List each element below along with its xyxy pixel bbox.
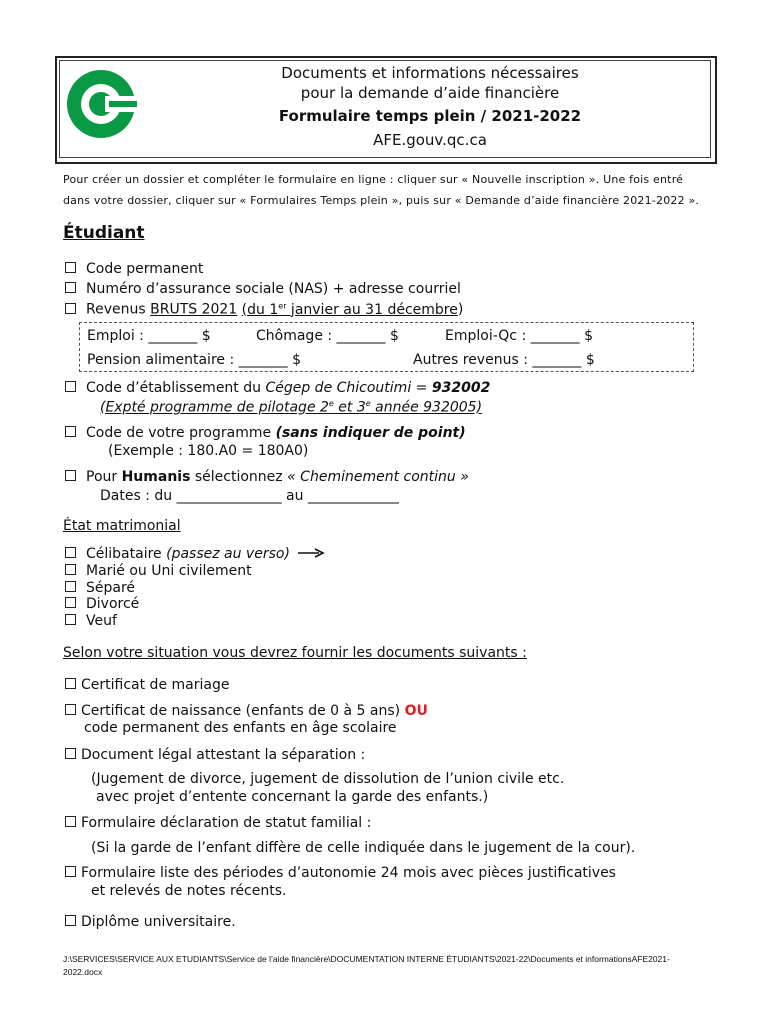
checkbox[interactable]: [65, 597, 76, 608]
checkbox[interactable]: [65, 581, 76, 592]
item-label: Certificat de mariage: [81, 677, 230, 693]
list-item: [65, 613, 117, 629]
arrow-right-icon: [297, 547, 325, 559]
checkbox[interactable]: [65, 282, 76, 293]
item-label-period: (du 1er janvier au 31 décembre: [241, 301, 458, 318]
list-item: [65, 747, 365, 763]
list-item: [65, 815, 371, 831]
item-detail: (Jugement de divorce, jugement de dissolution de l’union civile etc.: [91, 771, 565, 787]
item-detail: avec projet d’entente concernant la garde des enfants.): [96, 789, 489, 805]
cegep-logo-icon: [65, 68, 137, 140]
footer-path-line1: J:\SERVICES\SERVICE AUX ETUDIANTS\Service de l’aide financière\DOCUMENTATION INTERNE ÉTUDIANTS\2021-22\Documents et informationsAFE2021-: [63, 954, 670, 964]
list-item: [65, 380, 490, 396]
item-label: Célibataire: [86, 546, 162, 562]
item-label: Formulaire déclaration de statut familial :: [81, 815, 372, 831]
footer-path-line2: 2022.docx: [63, 967, 103, 977]
item-continuation: code permanent des enfants en âge scolaire: [84, 720, 397, 736]
income-emploi-qc: Emploi-Qc : _______ $: [445, 328, 593, 344]
checkbox[interactable]: [65, 915, 76, 926]
checkbox[interactable]: [65, 704, 76, 715]
item-label: Code permanent: [86, 261, 204, 277]
list-item: [65, 469, 469, 485]
list-item: [65, 596, 139, 612]
item-label: Séparé: [86, 580, 136, 596]
humanis-label: Humanis: [121, 469, 191, 485]
list-item: [65, 546, 290, 562]
item-continuation: et relevés de notes récents.: [91, 883, 287, 899]
ou-label: OU: [404, 703, 428, 719]
item-label: Pour: [86, 469, 122, 485]
list-item: [65, 914, 236, 930]
checkbox[interactable]: [65, 816, 76, 827]
item-label: Revenus: [86, 301, 151, 318]
checkbox[interactable]: [65, 564, 76, 575]
list-item: [65, 563, 252, 579]
checkbox[interactable]: [65, 303, 76, 314]
item-label: ): [457, 301, 464, 318]
item-label: Divorcé: [86, 596, 140, 612]
list-item: [65, 261, 203, 277]
income-autres: Autres revenus : _______ $: [413, 352, 595, 368]
list-item: [65, 703, 428, 719]
checkbox[interactable]: [65, 866, 76, 877]
checkbox[interactable]: [65, 614, 76, 625]
list-item: [65, 865, 616, 881]
intro-line1: Pour créer un dossier et compléter le formulaire en ligne : cliquer sur « Nouvelle inscription ». Une fois entré: [63, 173, 684, 186]
income-pension: Pension alimentaire : _______ $: [87, 352, 301, 368]
item-note: (passez au verso): [161, 546, 290, 562]
item-label: Code d’établissement du: [86, 380, 266, 396]
section-title-documents: Selon votre situation vous devrez fournir les documents suivants :: [63, 645, 527, 661]
list-item: [65, 677, 229, 693]
income-emploi: Emploi : _______ $: [87, 328, 211, 344]
header-form-title: Formulaire temps plein / 2021-2022: [278, 107, 582, 125]
item-label: Marié ou Uni civilement: [86, 563, 252, 579]
cheminement-label: « Cheminement continu »: [287, 469, 469, 485]
header-title-line1: Documents et informations nécessaires: [281, 64, 579, 82]
list-item: [65, 580, 135, 596]
item-label: sélectionnez: [190, 469, 288, 485]
header-website: AFE.gouv.qc.ca: [373, 131, 487, 149]
item-label: Veuf: [86, 613, 117, 629]
section-title-etudiant: Étudiant: [63, 223, 145, 243]
checkbox[interactable]: [65, 678, 76, 689]
example-note: (Exemple : 180.A0 = 180A0): [108, 443, 309, 459]
checkbox[interactable]: [65, 381, 76, 392]
checkbox[interactable]: [65, 426, 76, 437]
checkbox[interactable]: [65, 262, 76, 273]
item-label-emph: BRUTS 2021: [150, 301, 238, 318]
item-label: Diplôme universitaire.: [81, 914, 236, 930]
list-item: [65, 425, 466, 441]
cegep-name: Cégep de Chicoutimi: [265, 380, 412, 396]
checkbox[interactable]: [65, 470, 76, 481]
income-chomage: Chômage : _______ $: [256, 328, 399, 344]
item-label: Document légal attestant la séparation :: [81, 747, 366, 763]
header-title-line2: pour la demande d’aide financière: [300, 84, 560, 102]
checkbox[interactable]: [65, 547, 76, 558]
checkbox[interactable]: [65, 748, 76, 759]
dates-field: Dates : du _______________ au _____________: [100, 488, 399, 504]
item-note: (sans indiquer de point): [275, 425, 466, 441]
list-item: [65, 281, 461, 297]
item-label: =: [411, 380, 432, 396]
item-label: Certificat de naissance (enfants de 0 à 5 ans): [81, 703, 405, 719]
section-title-etat: État matrimonial: [63, 518, 181, 534]
item-label: Numéro d’assurance sociale (NAS) + adresse courriel: [86, 281, 461, 297]
intro-line2: dans votre dossier, cliquer sur « Formulaires Temps plein », puis sur « Demande d’aide financière 2021-2022 ».: [63, 194, 700, 207]
cegep-code: 932002: [431, 380, 491, 396]
item-label: Code de votre programme: [86, 425, 276, 441]
item-label: Formulaire liste des périodes d’autonomie 24 mois avec pièces justificatives: [81, 865, 616, 881]
exception-note: (Expté programme de pilotage 2e et 3e année 932005): [100, 399, 483, 416]
list-item: [65, 301, 463, 318]
item-detail: (Si la garde de l’enfant diffère de celle indiquée dans le jugement de la cour).: [91, 840, 636, 856]
